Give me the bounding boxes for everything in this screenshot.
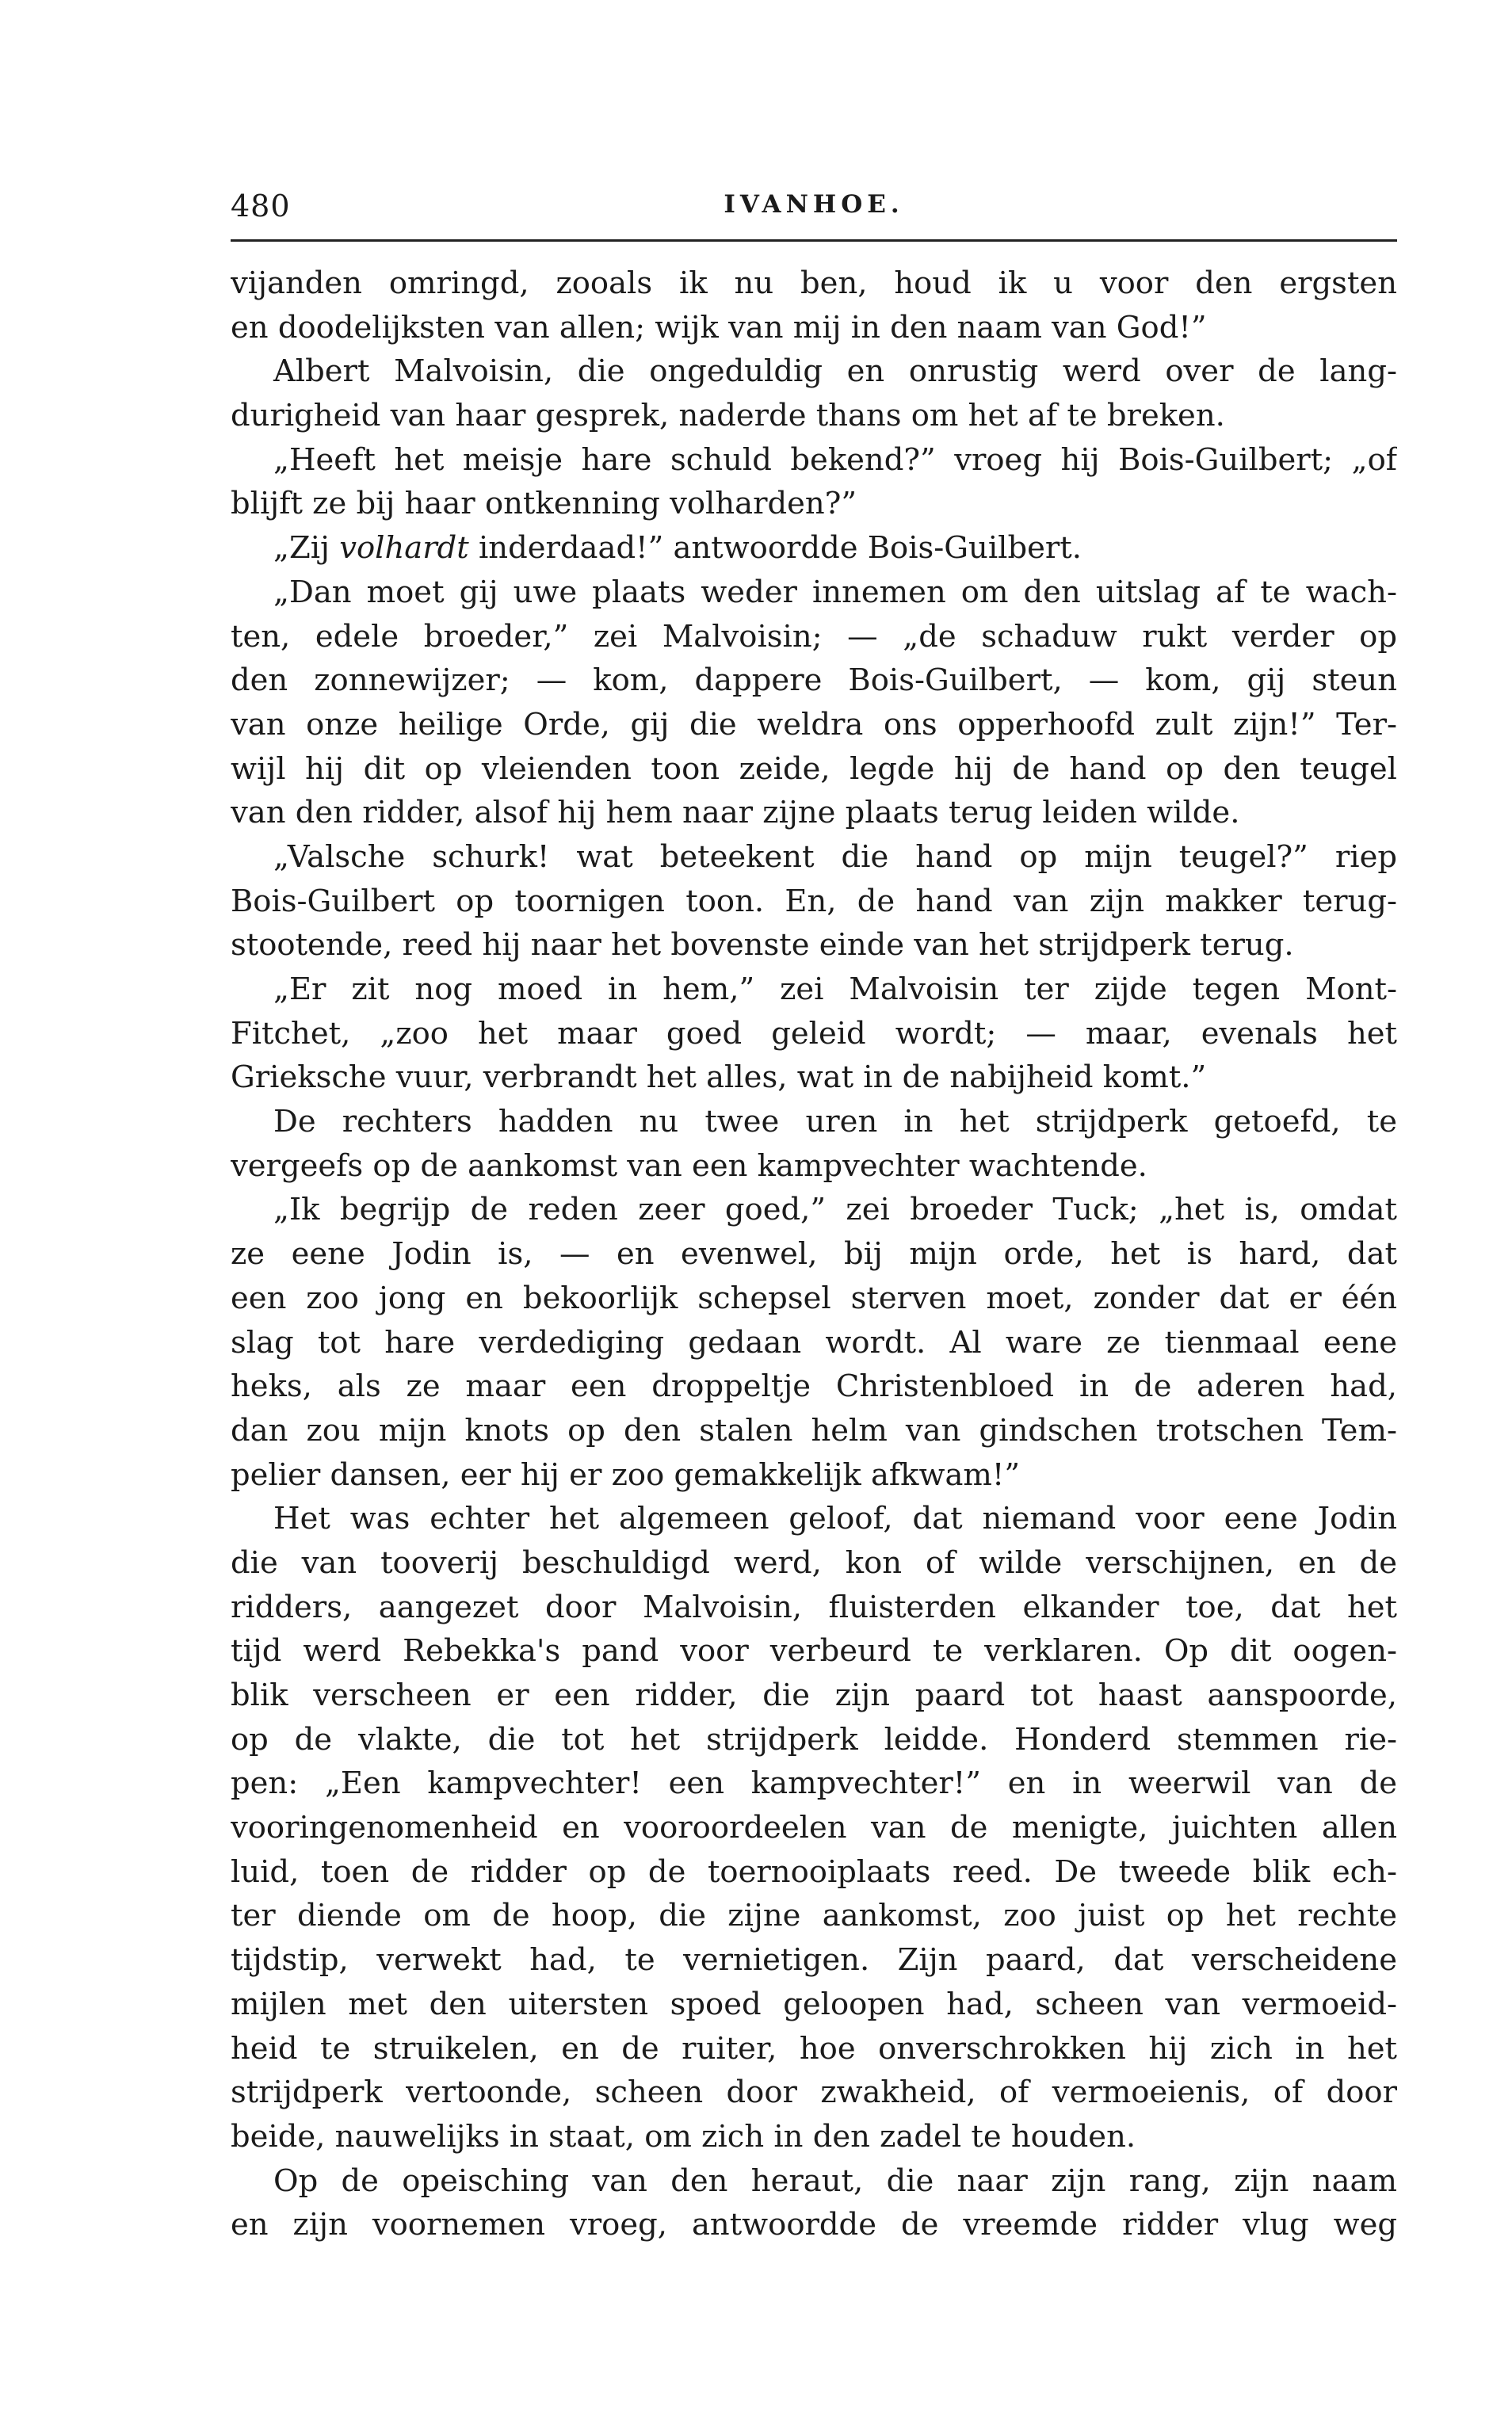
text-line: ten, edele broeder,” zei Malvoisin; — „de schaduw rukt verder op: [231, 618, 1397, 655]
text-line: den zonnewijzer; — kom, dappere Bois-Guilbert, — kom, gij steun: [231, 662, 1397, 699]
text-line: pelier dansen, eer hij er zoo gemakkelijk afkwam!”: [231, 1456, 1021, 1493]
text-line: „Dan moet gij uwe plaats weder innemen om den uitslag af te wach-: [273, 574, 1397, 610]
text-line: die van tooverij beschuldigd werd, kon of wilde verschijnen, en de: [231, 1544, 1397, 1581]
text-line: een zoo jong en bekoorlijk schepsel sterven moet, zonder dat er één: [231, 1280, 1397, 1316]
text-line: ze eene Jodin is, — en evenwel, bij mijn orde, het is hard, dat: [231, 1236, 1397, 1273]
text-line: blik verscheen er een ridder, die zijn paard tot haast aanspoorde,: [231, 1678, 1397, 1713]
text-line: Bois-Guilbert op toornigen toon. En, de hand van zijn makker terug-: [231, 883, 1397, 919]
text-line: „Ik begrijp de reden zeer goed,” zei broeder Tuck; „het is, omdat: [273, 1192, 1397, 1228]
emphasis-word: volhardt: [339, 530, 469, 567]
text-line: „Valsche schurk! wat beteekent die hand op mijn teugel?” riep: [273, 838, 1397, 875]
text-line: vooringenomenheid en vooroordeelen van de menigte, juichten allen: [231, 1810, 1397, 1846]
text-line: tijd werd Rebekka's pand voor verbeurd te verklaren. Op dit oogen-: [231, 1633, 1397, 1670]
running-title: IVANHOE.: [724, 190, 904, 219]
page-number: 480: [231, 189, 291, 223]
text-line: „Er zit nog moed in hem,” zei Malvoisin ter zijde tegen Mont-: [273, 971, 1397, 1007]
text-line: Het was echter het algemeen geloof, dat niemand voor eene Jodin: [273, 1501, 1397, 1537]
text-line: wijl hij dit op vleienden toon zeide, legde hij de hand op den teugel: [231, 750, 1397, 787]
text-line: Albert Malvoisin, die ongeduldig en onrustig werd over de lang-: [273, 353, 1397, 390]
text-line: vergeefs op de aankomst van een kampvechter wachtende.: [231, 1147, 1147, 1184]
text-line: mijlen met den uitersten spoed geloopen had, scheen van vermoeid-: [231, 1986, 1397, 2022]
text-line: ridders, aangezet door Malvoisin, fluisterden elkander toe, dat het: [231, 1589, 1397, 1625]
body-text: [231, 261, 1397, 2247]
header-rule: [231, 239, 1397, 242]
text-line: Op de opeisching van den heraut, die naar zijn rang, zijn naam: [273, 2162, 1397, 2199]
text-line: beide, nauwelijks in staat, om zich in den zadel te houden.: [231, 2118, 1136, 2155]
text-line: en doodelijksten van allen; wijk van mij in den naam van God!”: [231, 309, 1207, 345]
text-fragment: „Zij: [273, 530, 330, 567]
text-line: slag tot hare verdediging gedaan wordt. Al ware ze tienmaal eene: [231, 1324, 1397, 1361]
text-line: Fitchet, „zoo het maar goed geleid wordt; — maar, evenals het: [231, 1015, 1397, 1052]
page-header: [231, 189, 1397, 233]
text-line: heid te struikelen, en de ruiter, hoe onverschrokken hij zich in het: [231, 2030, 1397, 2067]
text-line: blijft ze bij haar ontkenning volharden?”: [231, 486, 857, 522]
text-line: luid, toen de ridder op de toernooiplaats reed. De tweede blik ech-: [231, 1853, 1397, 1890]
text-line: tijdstip, verwekt had, te vernietigen. Zijn paard, dat verscheidene: [231, 1942, 1397, 1979]
text-line: pen: „Een kampvechter! een kampvechter!” en in weerwil van de: [231, 1765, 1397, 1802]
text-line: strijdperk vertoonde, scheen door zwakheid, of vermoeienis, of door: [231, 2075, 1397, 2111]
text-fragment: inderdaad!” antwoordde Bois-Guilbert.: [478, 530, 1082, 567]
text-line: van den ridder, alsof hij hem naar zijne plaats terug leiden wilde.: [231, 795, 1240, 831]
text-line: „Heeft het meisje hare schuld bekend?” vroeg hij Bois-Guilbert; „of: [273, 441, 1397, 478]
text-line: De rechters hadden nu twee uren in het strijdperk getoefd, te: [273, 1104, 1397, 1140]
text-line: en zijn voornemen vroeg, antwoordde de vreemde ridder vlug weg: [231, 2207, 1397, 2243]
text-line: [231, 526, 1397, 571]
text-line: Grieksche vuur, verbrandt het alles, wat in de nabijheid komt.”: [231, 1059, 1207, 1096]
text-line: vijanden omringd, zooals ik nu ben, houd ik u voor den ergsten: [231, 265, 1397, 301]
text-line: op de vlakte, die tot het strijdperk leidde. Honderd stemmen rie-: [231, 1721, 1397, 1758]
text-line: dan zou mijn knots op den stalen helm van gindschen trotschen Tem-: [231, 1412, 1397, 1449]
text-line: durigheid van haar gesprek, naderde thans om het af te breken.: [231, 398, 1225, 434]
text-line: van onze heilige Orde, gij die weldra ons opperhoofd zult zijn!” Ter-: [231, 706, 1397, 742]
text-line: stootende, reed hij naar het bovenste einde van het strijdperk terug.: [231, 927, 1294, 964]
text-line: ter diende om de hoop, die zijne aankomst, zoo juist op het rechte: [231, 1898, 1397, 1934]
text-line: heks, als ze maar een droppeltje Christenbloed in de aderen had,: [231, 1368, 1397, 1405]
